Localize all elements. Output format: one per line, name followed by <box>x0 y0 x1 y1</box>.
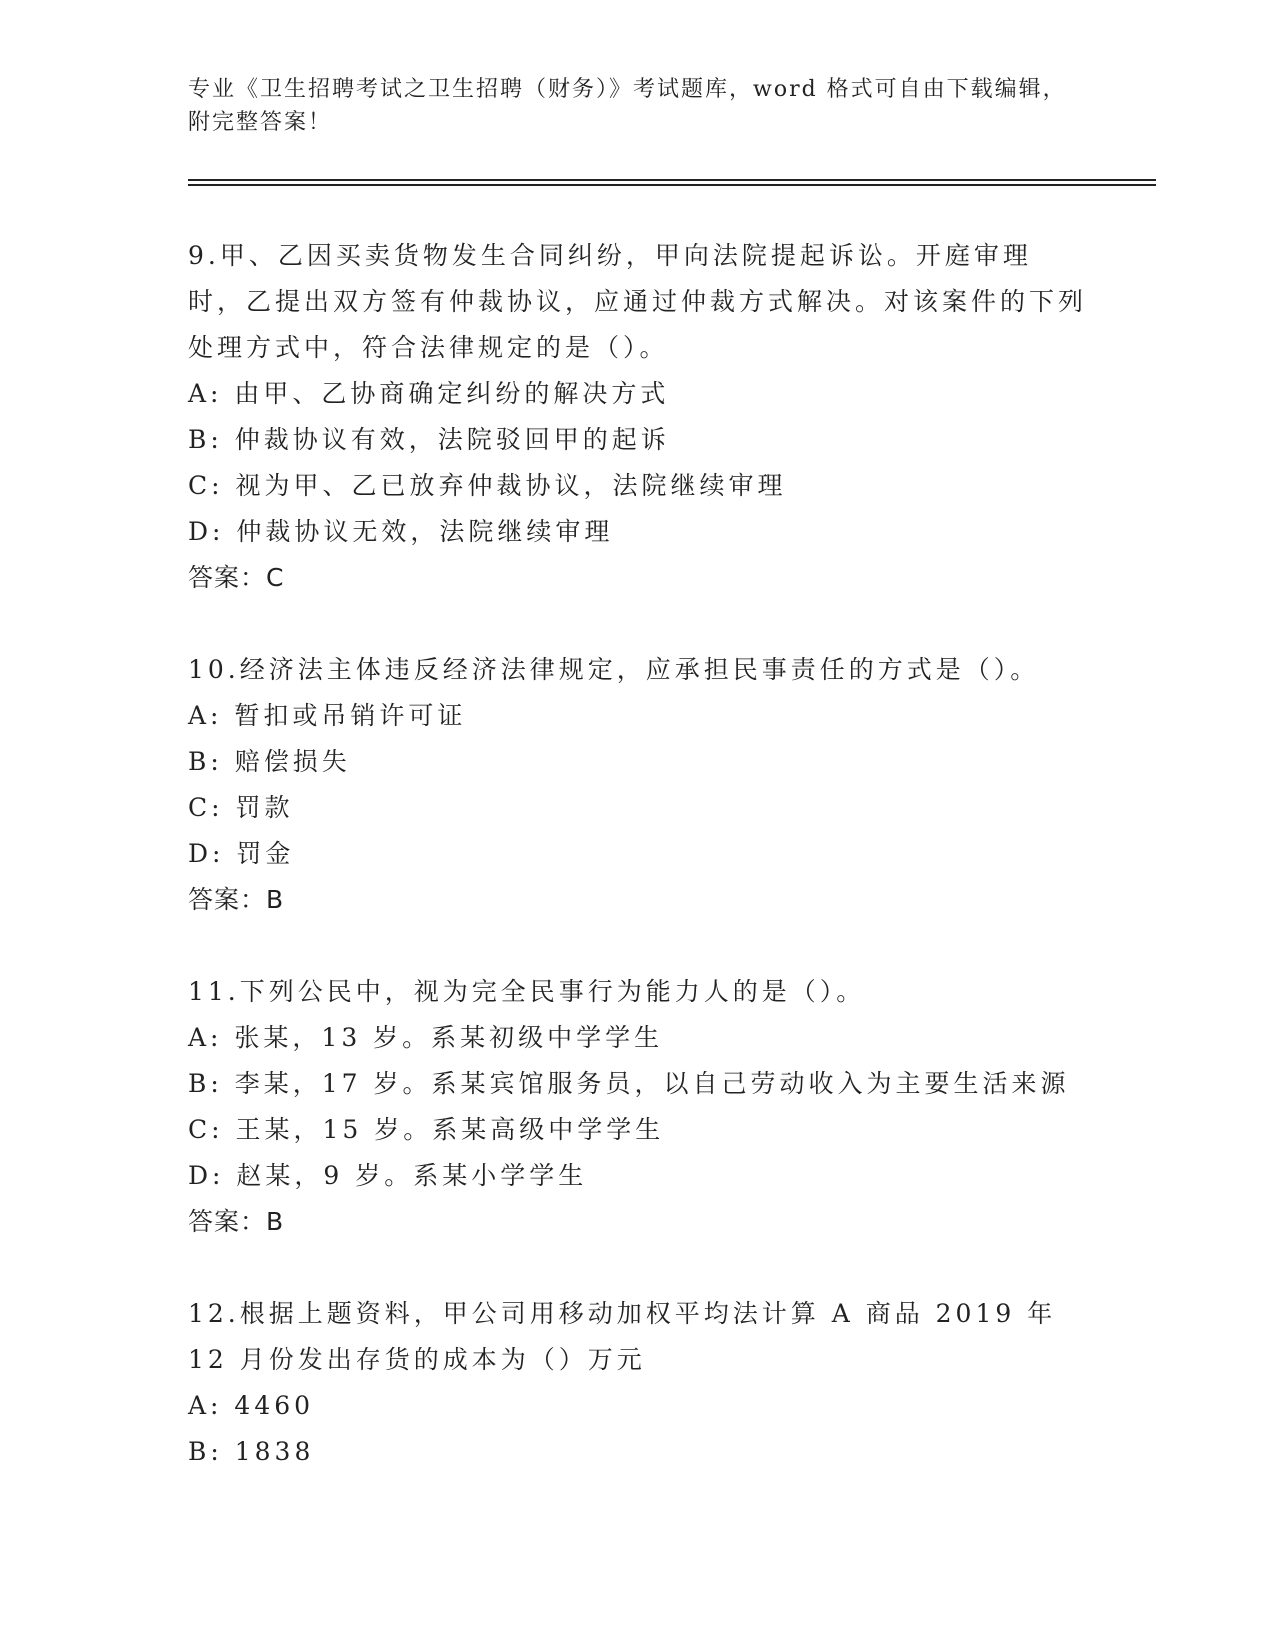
answer-line: 答案：B <box>188 885 285 914</box>
question-10 <box>188 647 1088 923</box>
question-12 <box>188 1291 1088 1475</box>
option-d: D: 赵某，9 岁。系某小学学生 <box>188 1161 588 1190</box>
option-c: C: 王某，15 岁。系某高级中学学生 <box>188 1115 665 1144</box>
header-divider-top <box>188 179 1156 181</box>
option-d: D: 罚金 <box>188 839 295 868</box>
answer-line: 答案：C <box>188 563 285 592</box>
option-a: A: 暂扣或吊销许可证 <box>188 701 467 730</box>
option-a: A: 由甲、乙协商确定纠纷的解决方式 <box>188 379 670 408</box>
header-divider-bottom <box>188 184 1156 186</box>
option-b: B: 1838 <box>188 1437 315 1466</box>
question-stem: 12.根据上题资料，甲公司用移动加权平均法计算 A 商品 2019 年 12 月份发出存货的成本为（）万元 <box>188 1299 1057 1374</box>
option-b: B: 仲裁协议有效，法院驳回甲的起诉 <box>188 425 670 454</box>
option-c: C: 视为甲、乙已放弃仲裁协议，法院继续审理 <box>188 471 787 500</box>
option-a: A: 4460 <box>188 1391 315 1420</box>
question-stem: 9.甲、乙因买卖货物发生合同纠纷，甲向法院提起诉讼。开庭审理时，乙提出双方签有仲裁协议，应通过仲裁方式解决。对该案件的下列处理方式中，符合法律规定的是（）。 <box>188 241 1088 362</box>
option-b: B: 赔偿损失 <box>188 747 351 776</box>
header-intro-text: 专业《卫生招聘考试之卫生招聘（财务）》考试题库，word 格式可自由下载编辑，附完整答案！ <box>188 77 1067 135</box>
option-d: D: 仲裁协议无效，法院继续审理 <box>188 517 614 546</box>
question-9 <box>188 233 1088 601</box>
answer-line: 答案：B <box>188 1207 285 1236</box>
question-stem: 11.下列公民中，视为完全民事行为能力人的是（）。 <box>188 977 866 1006</box>
document-header <box>188 73 1068 139</box>
question-11 <box>188 969 1088 1245</box>
option-a: A: 张某，13 岁。系某初级中学学生 <box>188 1023 664 1052</box>
question-stem: 10.经济法主体违反经济法律规定，应承担民事责任的方式是（）。 <box>188 655 1040 684</box>
option-c: C: 罚款 <box>188 793 294 822</box>
question-list <box>188 233 1088 1521</box>
option-b: B: 李某，17 岁。系某宾馆服务员，以自己劳动收入为主要生活来源 <box>188 1069 1070 1098</box>
